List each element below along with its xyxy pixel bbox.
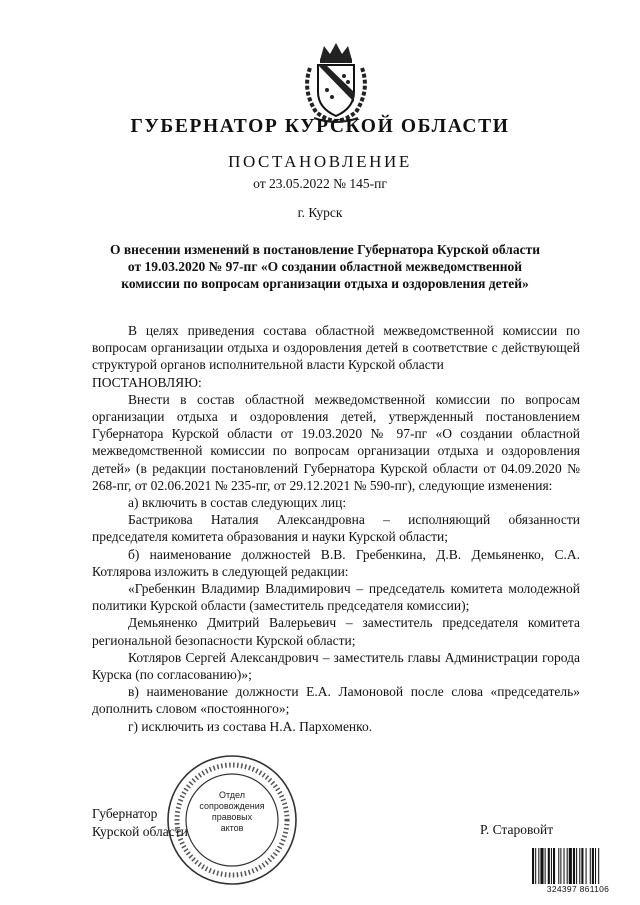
barcode-bar xyxy=(558,848,559,884)
document-heading xyxy=(90,241,560,292)
signatory-position xyxy=(92,805,188,840)
signatory-position-line: Курской области xyxy=(92,823,188,839)
stamp-line: Отдел xyxy=(218,790,246,800)
barcode-bar xyxy=(535,848,536,884)
barcode-bar xyxy=(573,848,575,884)
resolve-word: ПОСТАНОВЛЯЮ: xyxy=(92,374,202,390)
barcode-number: 324397 861106 xyxy=(528,884,628,894)
body-paragraph: Демьяненко Дмитрий Валерьевич – заместитель председателя комитета региональной безопасности Курской области; xyxy=(92,615,580,648)
body-paragraph: Котляров Сергей Александрович – заместитель главы Администрации города Курска (по согласованию)»; xyxy=(92,649,580,683)
barcode-bar xyxy=(560,848,561,884)
stamp-line: правовых xyxy=(211,812,253,822)
coat-of-arms-emblem xyxy=(296,40,376,124)
body-paragraph: Бастрикова Наталия Александровна – исполняющий обязанности председателя комитета образования и науки Курской области; xyxy=(92,512,580,545)
signatory-position-line: Губернатор xyxy=(92,806,158,821)
heading-line: О внесении изменений в постановление Губернатора Курской области xyxy=(110,242,540,257)
barcode-bar xyxy=(548,848,550,884)
barcode-bar xyxy=(579,848,580,884)
body-paragraph: б) наименование должностей В.В. Гребенкина, Д.В. Демьяненко, С.А. Котлярова изложить в следующей редакции: xyxy=(92,546,580,579)
barcode-bar xyxy=(592,848,594,884)
barcode-bar xyxy=(564,848,565,884)
issuer-title: ГУБЕРНАТОР КУРСКОЙ ОБЛАСТИ xyxy=(130,116,510,137)
barcode-bar xyxy=(576,848,577,884)
body-paragraph: в) наименование должности Е.А. Ламоновой после слова «председатель» дополнить словом «постоянного»; xyxy=(92,684,580,717)
signatory-name: Р. Старовойт xyxy=(480,822,554,837)
date-and-number: от 23.05.2022 № 145-пг xyxy=(253,176,387,191)
barcode-bar xyxy=(595,848,596,884)
barcode-bar xyxy=(598,848,599,884)
barcode-bar xyxy=(538,848,539,884)
city: г. Курск xyxy=(297,205,343,220)
barcode-bar xyxy=(545,848,546,884)
barcode-bar xyxy=(532,848,534,884)
intro-paragraph: В целях приведения состава областной межведомственной комиссии по вопросам организации отдыха и оздоровления детей в соответствие с действующей структурой органов исполнительной власти Курской области xyxy=(92,323,580,373)
barcode-bar xyxy=(590,848,591,884)
barcode-bar xyxy=(581,848,583,884)
body-paragraph: «Гребенкин Владимир Владимирович – председатель комитета молодежной политики Курской области (заместитель председателя комиссии); xyxy=(92,581,580,614)
body-paragraph: а) включить в состав следующих лиц: xyxy=(128,495,347,511)
barcode-bar xyxy=(540,848,543,884)
barcode-bar xyxy=(553,848,555,884)
document-body xyxy=(92,322,580,735)
barcode-bar xyxy=(567,848,568,884)
heading-line: от 19.03.2020 № 97-пг «О создании областной межведомственной xyxy=(127,259,523,274)
stamp-text xyxy=(196,790,268,834)
barcode-bar xyxy=(551,848,552,884)
barcode-bar xyxy=(586,848,587,884)
body-paragraph: г) исключить из состава Н.А. Пархоменко. xyxy=(128,718,373,734)
stamp-line: сопровождения xyxy=(199,801,265,811)
barcode-bar xyxy=(569,848,572,884)
stamp-line: актов xyxy=(220,823,244,833)
heading-line: комиссии по вопросам организации отдыха и оздоровления детей» xyxy=(121,276,529,291)
body-paragraph: Внести в состав областной межведомственной комиссии по вопросам организации отдыха и оздоровления детей, утвержденный постановлением Губернатора Курской области от 19.03.2020 № 97-пг «О создании областной межведомственной комиссии по вопросам организации отдыха и оздоровления детей» (в редакции постановлений Губернатора Курской области от 04.09.2020 № 268-пг, от 02.06.2021 № 235-пг, от 29.12.2021 № 590-пг), следующие изменения: xyxy=(92,391,580,493)
document-type: ПОСТАНОВЛЕНИЕ xyxy=(228,152,412,171)
